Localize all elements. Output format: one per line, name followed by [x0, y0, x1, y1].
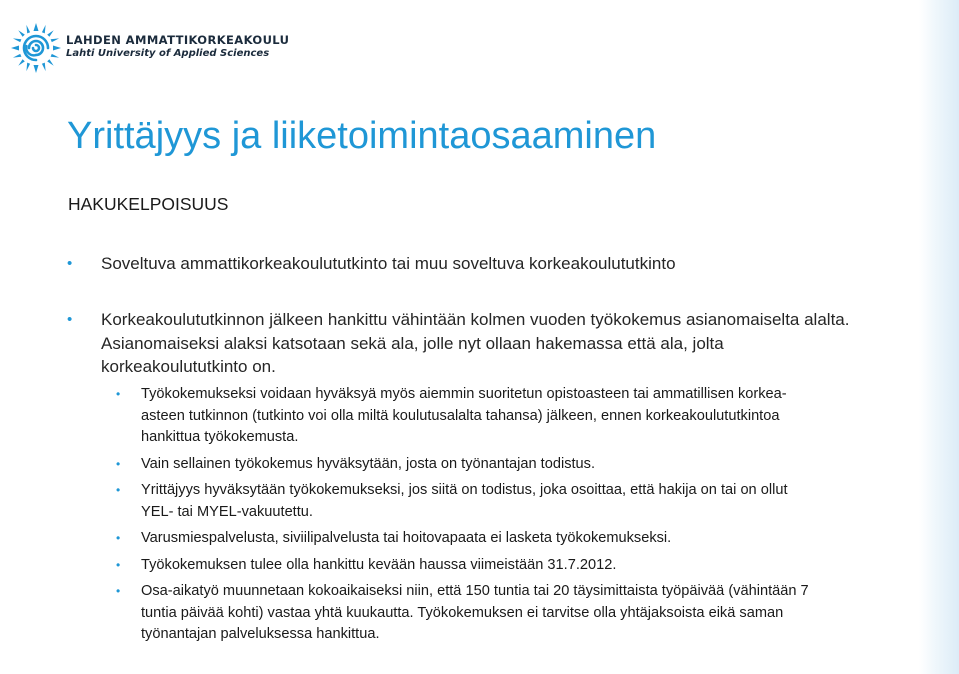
sunburst-spiral-icon	[10, 22, 62, 74]
sub-bullet-item	[116, 454, 816, 476]
bullet-marker: •	[67, 255, 73, 272]
bullet-marker: •	[116, 456, 121, 471]
sub-bullet-text: Yrittäjyys hyväksytään työkokemukseksi, jos siitä on todistus, joka osoittaa, että hakija on tai on ollut YEL- tai MYEL-vakuutettu.	[141, 482, 788, 520]
slide-subtitle: HAKUKELPOISUUS	[68, 194, 229, 214]
bullet-marker: •	[116, 483, 121, 497]
sub-bullet-text: Vain sellainen työkokemus hyväksytään, josta on työnantajan todistus.	[141, 455, 596, 472]
sub-bullet-item	[116, 555, 816, 577]
logo-name: LAHDEN AMMATTIKORKEAKOULU	[66, 33, 290, 47]
main-bullet-text: Korkeakoulututkinnon jälkeen hankittu vähintään kolmen vuoden työkokemus asianomaiselta alalta. Asianomaiseksi alaksi katsotaan sekä ala, jolle nyt ollaan hakemassa että ala, jolta korkeakoulututkinto on.	[101, 310, 850, 376]
sub-bullet-item	[116, 384, 816, 449]
university-logo	[10, 22, 289, 74]
bullet-marker: •	[116, 531, 121, 545]
logo-text	[66, 33, 289, 61]
main-bullet-item	[67, 308, 859, 379]
right-edge-gradient	[919, 0, 959, 674]
sub-bullet-item	[116, 480, 816, 523]
bullet-marker: •	[67, 311, 73, 328]
sub-bullet-text: Varusmiespalvelusta, siviilipalvelusta tai hoitovapaata ei lasketa työkokemukseksi.	[141, 530, 672, 546]
bullet-marker: •	[116, 387, 121, 401]
sub-bullet-list	[116, 384, 816, 651]
sub-bullet-item	[116, 528, 816, 550]
sub-bullet-text: Osa-aikatyö muunnetaan kokoaikaiseksi niin, että 150 tuntia tai 20 täysimittaista työpäivää (vähintään 7 tuntia päivää kohti) vastaa yhtä kuukautta. Työkokemuksen ei tarvitse olla yhtäjaksoista eikä saman työnantajan palveluksessa hankittua.	[141, 583, 809, 642]
sub-bullet-text: Työkokemuksen tulee olla hankittu kevään haussa viimeistään 31.7.2012.	[141, 556, 617, 573]
sub-bullet-text: Työkokemukseksi voidaan hyväksyä myös aiemmin suoritetun opistoasteen tai ammatillisen korkea-asteen tutkinnon (tutkinto voi olla miltä koulutusalalta tahansa) jälkeen, ennen korkeakoulututkintoa hankittua työkokemusta.	[141, 386, 787, 445]
sub-bullet-item	[116, 581, 816, 646]
bullet-marker: •	[116, 557, 121, 572]
main-bullet-item	[67, 252, 859, 276]
main-bullet-text: Soveltuva ammattikorkeakoulututkinto tai muu soveltuva korkeakoulututkinto	[101, 254, 676, 273]
slide-title: Yrittäjyys ja liiketoimintaosaaminen	[67, 115, 657, 157]
bullet-marker: •	[116, 584, 121, 598]
logo-subtitle: Lahti University of Applied Sciences	[66, 48, 270, 59]
